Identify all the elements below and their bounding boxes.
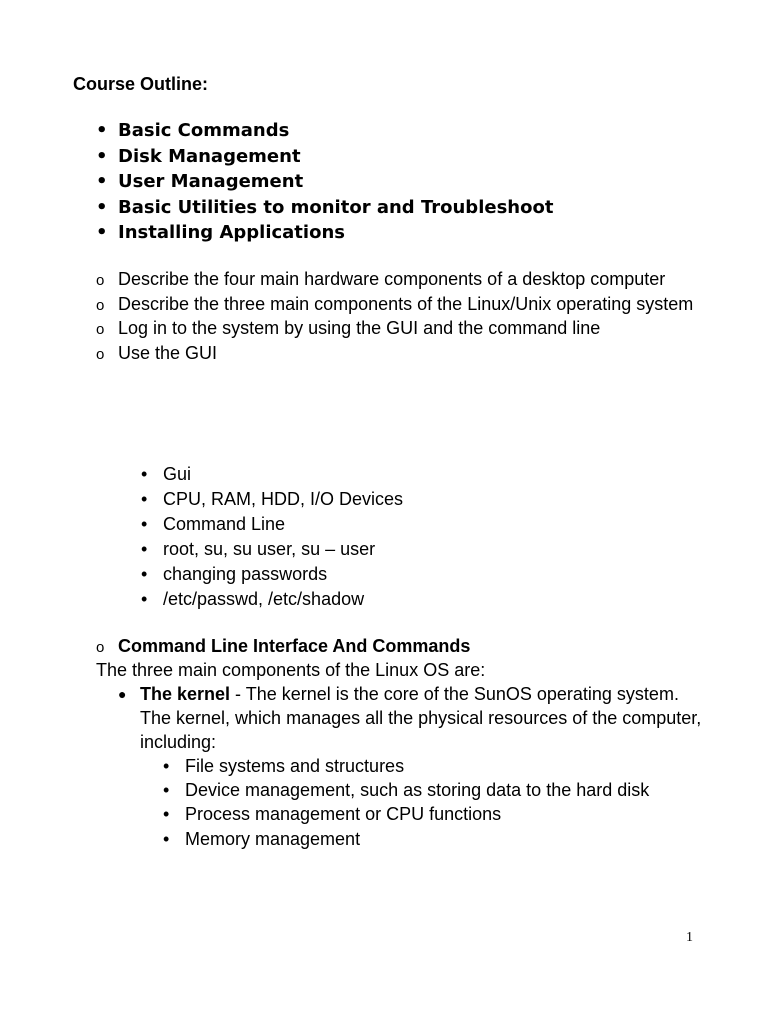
course-modules-list <box>96 118 553 246</box>
list-item: • Gui <box>141 462 403 487</box>
page-title: Course Outline: <box>73 74 209 94</box>
page-number: 1 <box>686 930 693 945</box>
objectives-list <box>96 267 716 365</box>
list-item: • Basic Commands <box>96 118 553 144</box>
list-item: • Command Line <box>141 512 403 537</box>
section-heading-text: Command Line Interface And Commands <box>118 636 471 656</box>
list-item: o Describe the four main hardware components of a desktop computer <box>96 267 716 292</box>
bullet-icon: ● <box>118 686 127 702</box>
list-item: • Device management, such as storing data to the hard disk <box>163 778 708 802</box>
kernel-resources-list <box>163 754 708 851</box>
list-item: • Disk Management <box>96 144 553 170</box>
list-item: o Use the GUI <box>96 341 716 366</box>
list-item: o Describe the three main components of the Linux/Unix operating system <box>96 292 716 317</box>
kernel-description: - The kernel is the core of the SunOS operating system. The kernel, which manages all the physical resources of the computer, including: <box>140 684 702 752</box>
kernel-definition <box>118 682 708 754</box>
list-item: • File systems and structures <box>163 754 708 778</box>
intro-paragraph: The three main components of the Linux OS are: <box>96 660 486 680</box>
list-item: • Installing Applications <box>96 220 553 246</box>
list-item: • Process management or CPU functions <box>163 802 708 826</box>
list-item: • changing passwords <box>141 562 403 587</box>
kernel-section <box>118 682 708 851</box>
list-item: • User Management <box>96 169 553 195</box>
list-item: o Log in to the system by using the GUI and the command line <box>96 316 716 341</box>
list-item: • Memory management <box>163 827 708 851</box>
topics-list <box>141 462 403 612</box>
circle-bullet-icon: o <box>96 639 105 656</box>
list-item: • Basic Utilities to monitor and Troubleshoot <box>96 195 553 221</box>
list-item: • root, su, su user, su – user <box>141 537 403 562</box>
section-heading <box>96 634 470 658</box>
list-item: • CPU, RAM, HDD, I/O Devices <box>141 487 403 512</box>
list-item: • /etc/passwd, /etc/shadow <box>141 587 403 612</box>
kernel-term: The kernel <box>140 684 231 704</box>
